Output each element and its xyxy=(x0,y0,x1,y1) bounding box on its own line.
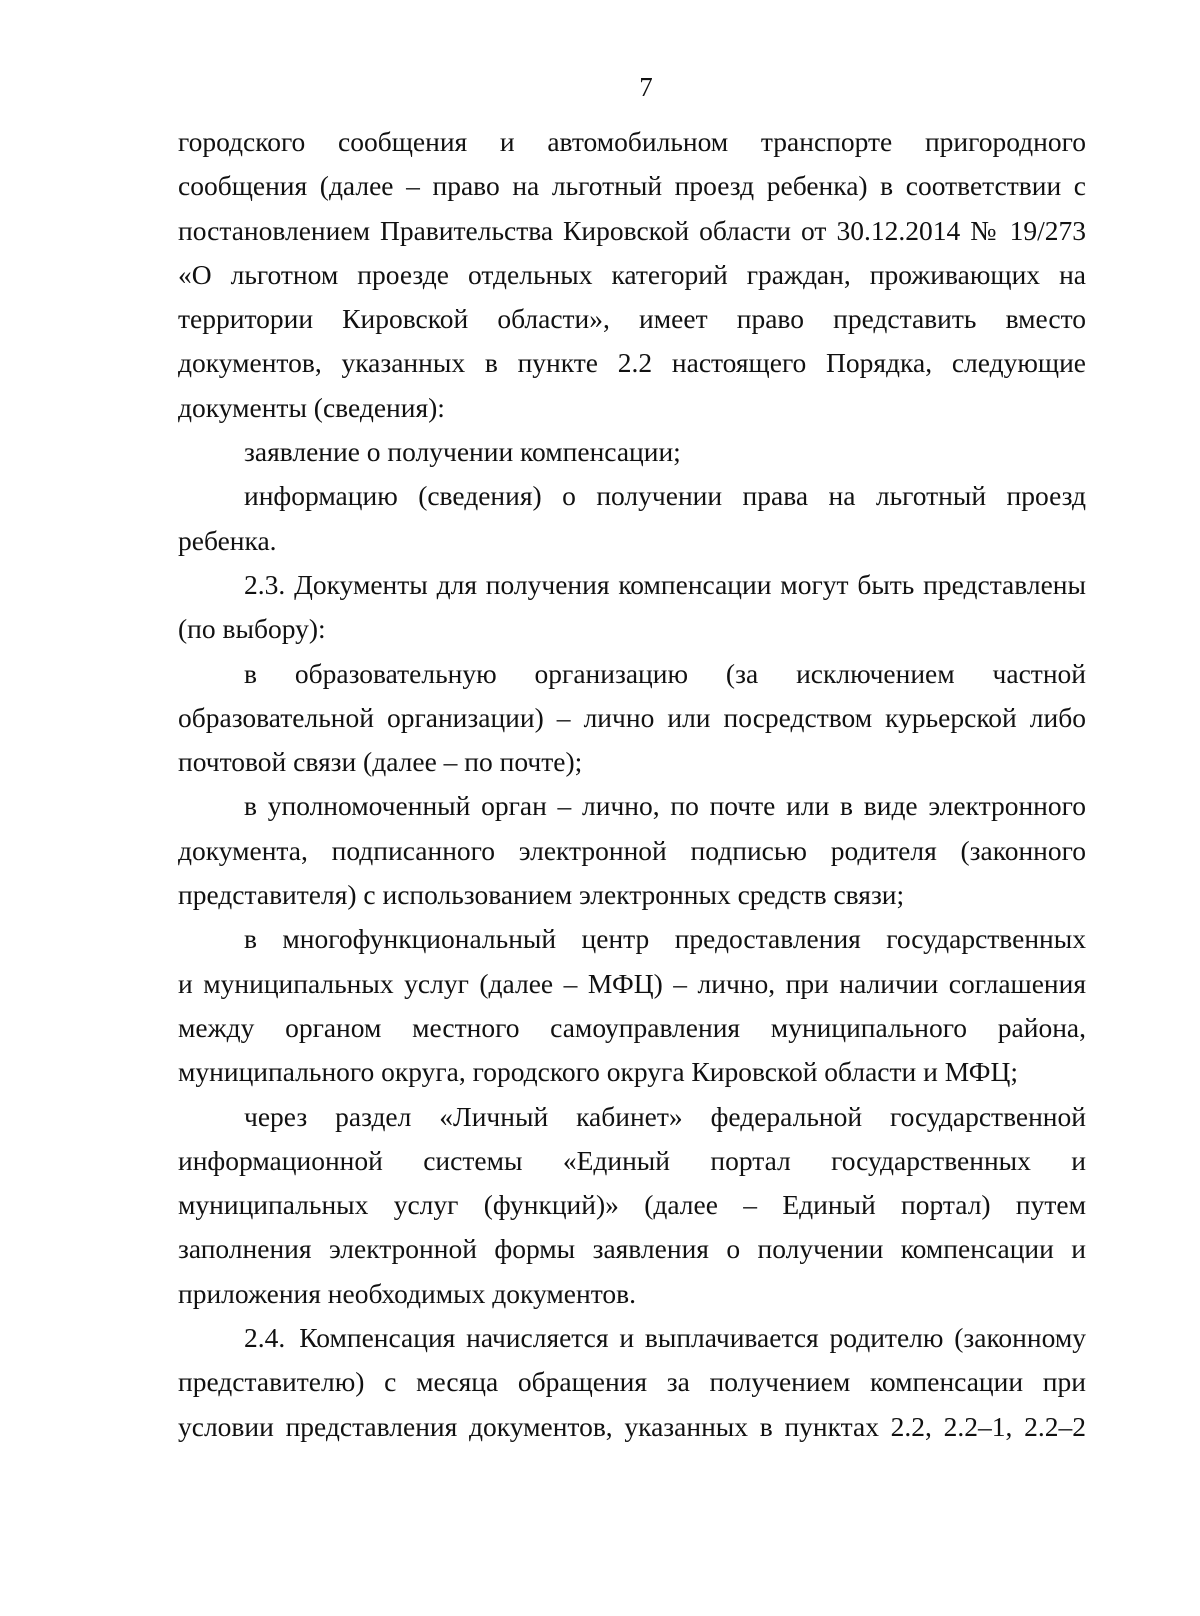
text-line: документы (сведения): xyxy=(178,391,445,423)
text-line: постановлением Правительства Кировской области от 30.12.2014 № 19/273 xyxy=(178,214,1086,246)
text-line: документа, подписанного электронной подписью родителя (законного xyxy=(178,834,1086,866)
paragraph xyxy=(178,474,1086,563)
text-line: через раздел «Личный кабинет» федеральной государственной xyxy=(244,1100,1086,1132)
paragraph xyxy=(178,917,1086,1094)
text-line: представителю) с месяца обращения за получением компенсации при xyxy=(178,1366,1086,1398)
page-number: 7 xyxy=(639,72,653,102)
text-line xyxy=(178,1316,1086,1360)
text-line: между органом местного самоуправления муниципального района, xyxy=(178,1011,1086,1043)
text-line: почтовой связи (далее – по почте); xyxy=(178,746,583,778)
text-line: информацию (сведения) о получении права на льготный проезд xyxy=(244,480,1086,512)
text-line: ребенка. xyxy=(178,524,277,556)
text-line: в многофункциональный центр предоставления государственных xyxy=(244,923,1086,955)
text-line-content: Компенсация начисляется и выплачивается родителю (законному xyxy=(299,1322,1086,1354)
section-number: 2.4. xyxy=(244,1322,286,1354)
text-line: муниципального округа, городского округа Кировской области и МФЦ; xyxy=(178,1056,1019,1088)
text-line: городского сообщения и автомобильном транспорте пригородного xyxy=(178,126,1086,157)
text-line: документов, указанных в пункте 2.2 настоящего Порядка, следующие xyxy=(178,347,1086,379)
text-line: сообщения (далее – право на льготный проезд ребенка) в соответствии с xyxy=(178,170,1086,202)
paragraph-2-4 xyxy=(178,1316,1086,1449)
text-line: приложения необходимых документов. xyxy=(178,1277,636,1309)
text-line: заполнения электронной формы заявления о получении компенсации и xyxy=(178,1233,1086,1265)
text-line: территории Кировской области», имеет право представить вместо xyxy=(178,303,1086,335)
text-line: представителя) с использованием электронных средств связи; xyxy=(178,879,905,911)
text-line: в образовательную организацию (за исключением частной xyxy=(244,657,1086,689)
text-line: информационной системы «Единый портал государственных и xyxy=(178,1144,1086,1176)
text-line: условии представления документов, указанных в пунктах 2.2, 2.2–1, 2.2–2 xyxy=(178,1410,1086,1442)
paragraph xyxy=(178,120,1086,430)
paragraph xyxy=(178,652,1086,785)
text-line: в уполномоченный орган – лично, по почте или в виде электронного xyxy=(244,790,1086,822)
text-line: (по выбору): xyxy=(178,613,326,645)
text-line: «О льготном проезде отдельных категорий граждан, проживающих на xyxy=(178,258,1086,290)
paragraph xyxy=(178,1095,1086,1316)
text-line: муниципальных услуг (функций)» (далее – Единый портал) путем xyxy=(178,1189,1086,1221)
paragraph xyxy=(178,784,1086,917)
text-line: образовательной организации) – лично или посредством курьерской либо xyxy=(178,701,1086,733)
document-body xyxy=(178,120,1086,1449)
text-line: 2.3. Документы для получения компенсации могут быть представлены xyxy=(244,568,1086,600)
text-line: и муниципальных услуг (далее – МФЦ) – лично, при наличии соглашения xyxy=(178,967,1086,999)
paragraph xyxy=(178,430,1086,474)
text-line: заявление о получении компенсации; xyxy=(244,436,681,468)
paragraph-2-3 xyxy=(178,563,1086,652)
